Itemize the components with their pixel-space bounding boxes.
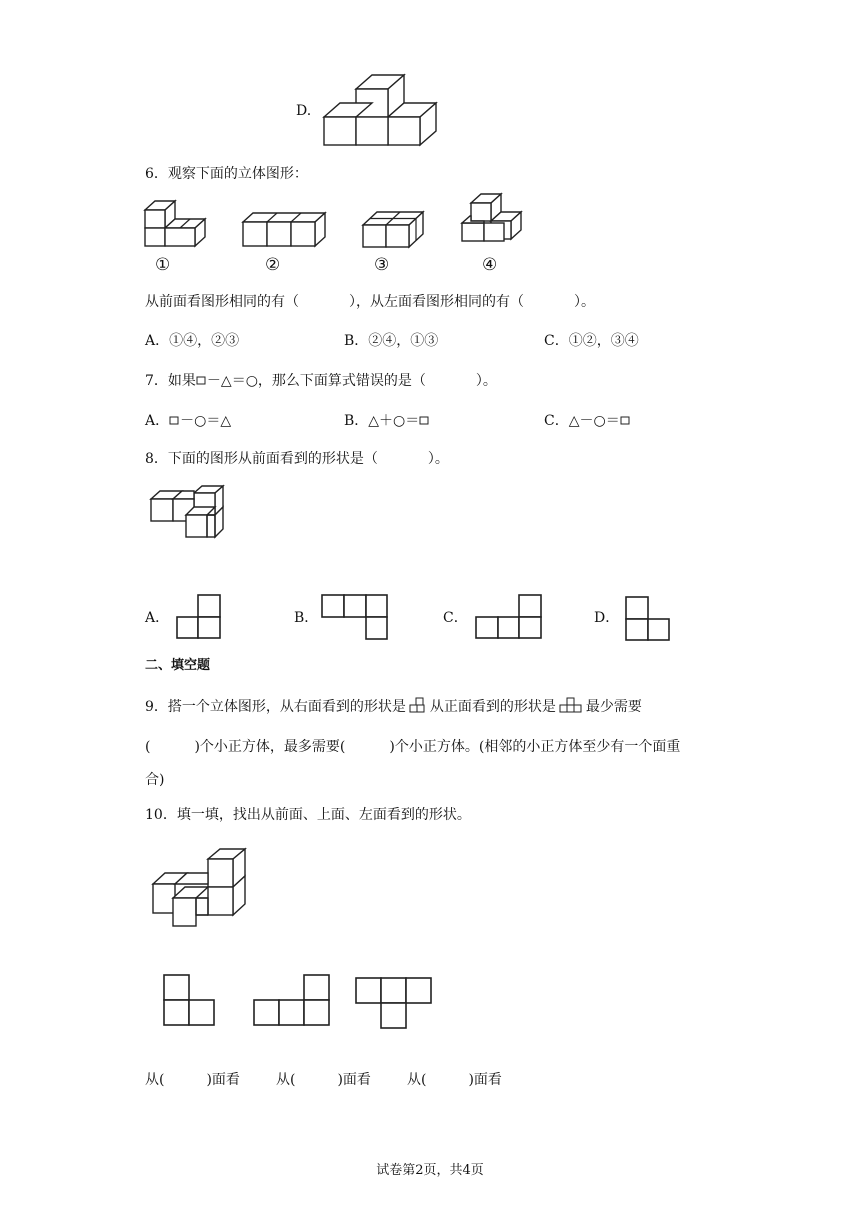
q9-line-1 bbox=[145, 697, 642, 717]
q8-option-c-shape[interactable] bbox=[475, 594, 543, 640]
q6-figure-3 bbox=[362, 211, 426, 251]
q6-option-c[interactable]: C．①②，③④ bbox=[544, 333, 639, 349]
q7-option-a-text: －○＝△ bbox=[180, 413, 232, 429]
q6-prompt-c: ）。 bbox=[574, 294, 595, 310]
q6-label-1: ① bbox=[155, 255, 171, 275]
q8-option-b-shape[interactable] bbox=[321, 594, 389, 642]
small-square-icon bbox=[196, 376, 207, 386]
q6-option-b[interactable]: B．②④，①③ bbox=[344, 333, 439, 349]
page-footer: 试卷第2页，共4页 bbox=[376, 1163, 484, 1178]
q10-view-3 bbox=[354, 976, 434, 1030]
q10-fill-2 bbox=[276, 1070, 371, 1090]
q10-view-2 bbox=[252, 973, 332, 1027]
q8-figure bbox=[150, 485, 226, 547]
q7-option-a[interactable] bbox=[145, 411, 231, 431]
q9-front-view-icon bbox=[559, 697, 583, 713]
q7-stem-b: －△＝○，那么下面算式错误的是（ bbox=[206, 373, 426, 389]
q10-fill-2-b: )面看 bbox=[337, 1072, 371, 1088]
q8-option-d-shape[interactable] bbox=[625, 596, 671, 642]
q8-option-b-label[interactable]: B． bbox=[294, 610, 319, 626]
q7-option-b[interactable] bbox=[344, 411, 430, 431]
q5-option-d-figure bbox=[322, 75, 442, 149]
q6-label-2: ② bbox=[265, 255, 281, 275]
q6-prompt-b: ），从左面看图形相同的有（ bbox=[349, 294, 524, 310]
q6-prompt bbox=[145, 292, 595, 312]
q7-option-b-text: B．△＋○＝ bbox=[344, 413, 420, 429]
q8-option-d-label[interactable]: D． bbox=[594, 610, 620, 626]
q10-fill-2-a: 从( bbox=[276, 1072, 296, 1088]
q9-right-view-icon bbox=[409, 697, 427, 713]
small-square-icon bbox=[620, 416, 631, 426]
q10-stem: 10．填一填，找出从前面、上面、左面看到的形状。 bbox=[145, 807, 471, 823]
q10-fill-1-a: 从( bbox=[145, 1072, 165, 1088]
small-square-icon bbox=[169, 416, 180, 426]
q7-stem bbox=[145, 371, 497, 391]
q10-fill-1 bbox=[145, 1070, 240, 1090]
q7-option-a-label: A． bbox=[145, 413, 170, 429]
q7-stem-a: 7．如果 bbox=[145, 373, 196, 389]
q10-view-1 bbox=[162, 973, 216, 1027]
section-title: 二、填空题 bbox=[145, 658, 211, 673]
q10-fill-3 bbox=[407, 1070, 502, 1090]
q6-figure-1 bbox=[144, 200, 206, 250]
q8-stem-b: ）。 bbox=[427, 451, 449, 467]
q7-option-c[interactable] bbox=[544, 411, 631, 431]
q6-option-a[interactable]: A．①④，②③ bbox=[145, 333, 240, 349]
q9-line2-b: )个小正方体，最多需要( bbox=[194, 739, 346, 755]
q8-option-c-label[interactable]: C． bbox=[443, 610, 468, 626]
q9-line-3: 合) bbox=[145, 772, 165, 788]
q6-stem: 6．观察下面的立体图形： bbox=[145, 166, 308, 182]
q10-figure bbox=[152, 848, 248, 928]
q7-option-c-text: C．△－○＝ bbox=[544, 413, 620, 429]
q8-option-a-label[interactable]: A． bbox=[145, 610, 170, 626]
q6-figure-4 bbox=[461, 193, 523, 249]
q8-stem bbox=[145, 449, 449, 469]
q6-label-4: ④ bbox=[482, 255, 498, 275]
q10-fill-3-b: )面看 bbox=[468, 1072, 502, 1088]
small-square-icon bbox=[419, 416, 430, 426]
q9-line1-a: 9．搭一个立体图形，从右面看到的形状是 bbox=[145, 699, 406, 715]
q9-line2-c: )个小正方体。(相邻的小正方体至少有一个面重 bbox=[389, 739, 681, 755]
q6-label-3: ③ bbox=[374, 255, 390, 275]
q6-prompt-a: 从前面看图形相同的有（ bbox=[145, 294, 299, 310]
q6-figure-2 bbox=[242, 212, 328, 250]
q8-stem-a: 8．下面的图形从前面看到的形状是（ bbox=[145, 451, 378, 467]
q9-line-2 bbox=[145, 737, 680, 757]
q9-line1-b: 从正面看到的形状是 bbox=[429, 699, 556, 715]
q9-line1-c: 最少需要 bbox=[585, 699, 642, 715]
q9-line2-a: ( bbox=[145, 739, 151, 755]
q7-stem-c: ）。 bbox=[475, 373, 497, 389]
q10-fill-1-b: )面看 bbox=[206, 1072, 240, 1088]
q10-fill-3-a: 从( bbox=[407, 1072, 427, 1088]
q8-option-a-shape[interactable] bbox=[176, 594, 222, 640]
q5-option-d-label: D. bbox=[296, 103, 312, 119]
